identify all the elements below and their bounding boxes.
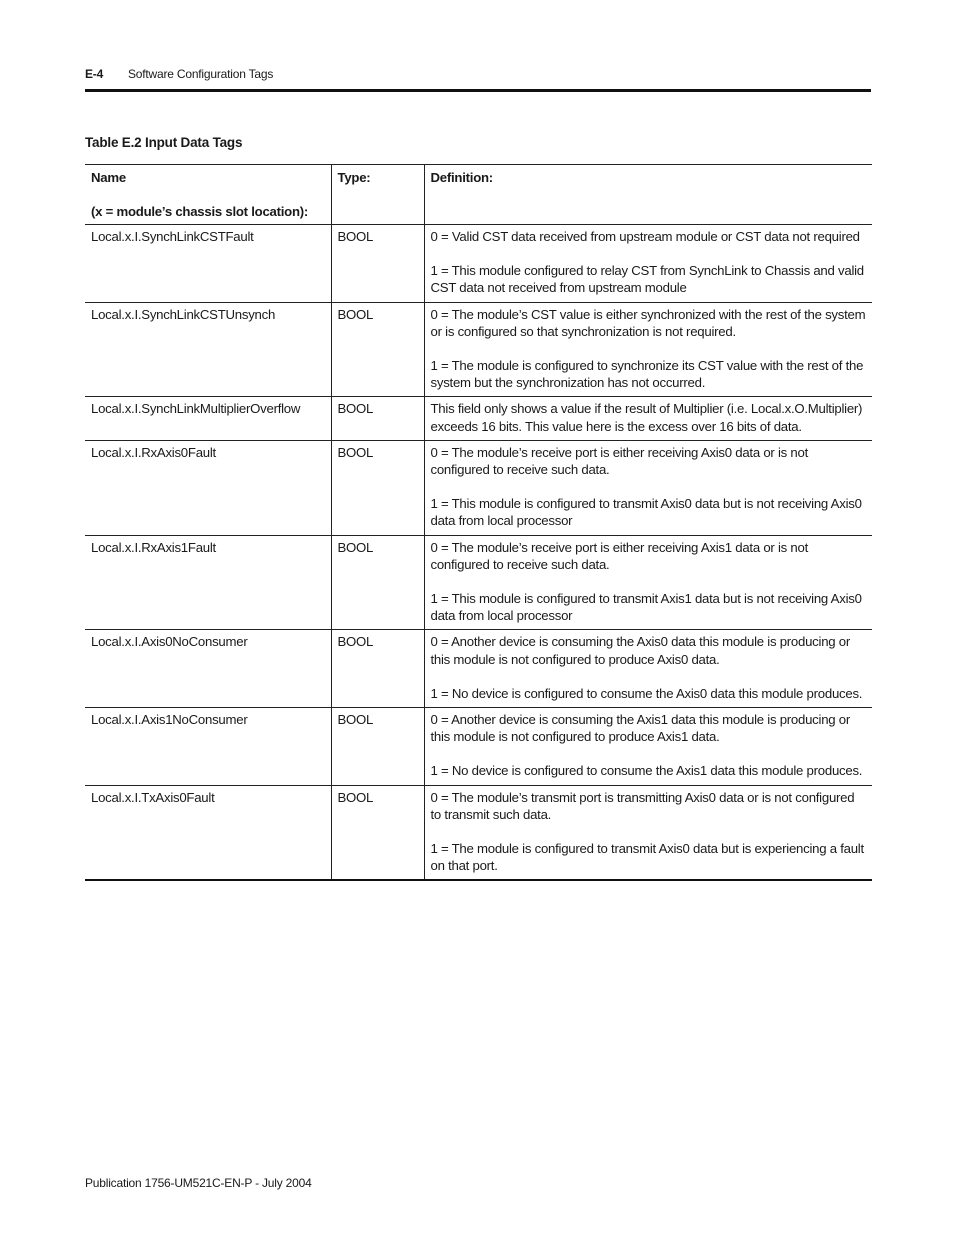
column-name-label: Name xyxy=(91,170,126,185)
tag-type-cell: BOOL xyxy=(331,785,424,880)
definition-paragraph: 0 = Valid CST data received from upstream module or CST data not required xyxy=(430,229,860,244)
tag-name-cell: Local.x.I.TxAxis0Fault xyxy=(85,785,331,880)
table-caption: Table E.2 Input Data Tags xyxy=(85,135,243,150)
definition-paragraph: 1 = No device is configured to consume the Axis1 data this module produces. xyxy=(430,763,863,779)
input-data-tags-table xyxy=(85,164,872,881)
column-name-note: (x = module’s chassis slot location): xyxy=(91,204,309,220)
table-body xyxy=(85,225,872,881)
tag-type-cell: BOOL xyxy=(331,225,424,303)
tag-type-cell: BOOL xyxy=(331,397,424,440)
table-row xyxy=(85,440,872,535)
table-row xyxy=(85,630,872,708)
tag-definition-cell xyxy=(424,630,872,708)
definition-paragraph: 0 = The module’s transmit port is transmitting Axis0 data or is not configured to transmit such data. xyxy=(430,789,855,822)
tag-type-cell: BOOL xyxy=(331,535,424,630)
tag-name-cell: Local.x.I.Axis1NoConsumer xyxy=(85,708,331,786)
definition-paragraph: 0 = The module’s receive port is either receiving Axis1 data or is not configured to receive such data. xyxy=(430,539,808,572)
column-header-definition: Definition: xyxy=(424,165,872,225)
tag-definition-cell xyxy=(424,397,872,440)
page-number: E-4 xyxy=(85,67,104,81)
tag-definition-cell xyxy=(424,785,872,880)
definition-paragraph: This field only shows a value if the result of Multiplier (i.e. Local.x.O.Multiplier) exceeds 16 bits. This value here is the excess over 16 bits of data. xyxy=(430,401,863,434)
tag-definition-cell xyxy=(424,302,872,397)
table-row xyxy=(85,397,872,440)
running-header xyxy=(85,66,871,88)
definition-paragraph: 1 = The module is configured to transmit Axis0 data but is experiencing a fault on that port. xyxy=(430,841,864,874)
definition-paragraph: 1 = This module configured to relay CST from SynchLink to Chassis and valid CST data not received from upstream module xyxy=(430,263,864,296)
tag-type-cell: BOOL xyxy=(331,302,424,397)
column-header-type: Type: xyxy=(331,165,424,225)
header-rule xyxy=(85,89,871,92)
table-header-row xyxy=(85,165,872,225)
definition-paragraph: 1 = No device is configured to consume the Axis0 data this module produces. xyxy=(430,685,863,701)
table-row xyxy=(85,302,872,397)
definition-paragraph: 1 = This module is configured to transmit Axis0 data but is not receiving Axis0 data from local processor xyxy=(430,496,862,529)
tag-type-cell: BOOL xyxy=(331,708,424,786)
table-row xyxy=(85,785,872,880)
definition-paragraph: 0 = Another device is consuming the Axis0 data this module is producing or this module is not configured to produce Axis0 data. xyxy=(430,634,851,667)
tag-type-cell: BOOL xyxy=(331,630,424,708)
definition-paragraph: 1 = This module is configured to transmit Axis1 data but is not receiving Axis0 data from local processor xyxy=(430,591,862,624)
tag-name-cell: Local.x.I.SynchLinkMultiplierOverflow xyxy=(85,397,331,440)
definition-paragraph: 1 = The module is configured to synchronize its CST value with the rest of the system but the synchronization has not occurred. xyxy=(430,358,864,391)
definition-paragraph: 0 = Another device is consuming the Axis1 data this module is producing or this module is not configured to produce Axis1 data. xyxy=(430,712,851,745)
tag-name-cell: Local.x.I.SynchLinkCSTUnsynch xyxy=(85,302,331,397)
tag-name-cell: Local.x.I.RxAxis0Fault xyxy=(85,440,331,535)
table-row xyxy=(85,535,872,630)
definition-paragraph: 0 = The module’s receive port is either receiving Axis0 data or is not configured to receive such data. xyxy=(430,444,808,478)
table-row xyxy=(85,225,872,303)
table-row xyxy=(85,708,872,786)
column-header-name xyxy=(85,165,331,225)
tag-definition-cell xyxy=(424,440,872,535)
publication-footer: Publication 1756-UM521C-EN-P - July 2004 xyxy=(85,1176,312,1190)
tag-definition-cell xyxy=(424,708,872,786)
tag-name-cell: Local.x.I.Axis0NoConsumer xyxy=(85,630,331,708)
tag-type-cell: BOOL xyxy=(331,440,424,535)
definition-paragraph: 0 = The module’s CST value is either synchronized with the rest of the system or is configured so that synchronization is not required. xyxy=(430,306,866,339)
tag-definition-cell xyxy=(424,535,872,630)
tag-name-cell: Local.x.I.SynchLinkCSTFault xyxy=(85,225,331,303)
tag-definition-cell xyxy=(424,225,872,303)
tag-name-cell: Local.x.I.RxAxis1Fault xyxy=(85,535,331,630)
section-title: Software Configuration Tags xyxy=(128,67,274,81)
